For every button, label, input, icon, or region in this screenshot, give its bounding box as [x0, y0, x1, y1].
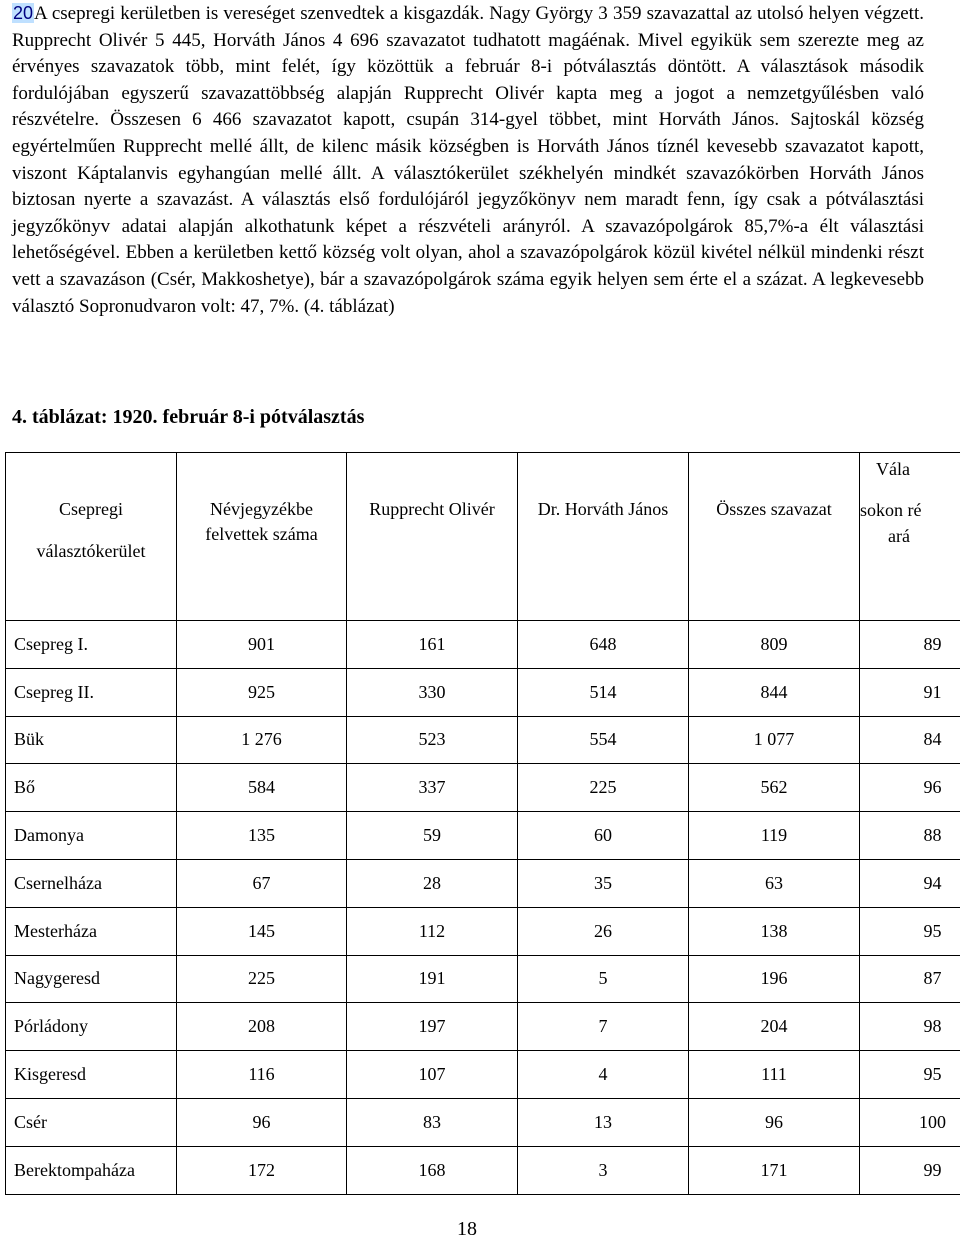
cell-rupprecht: 107: [347, 1051, 518, 1099]
cell-turnout: 95: [860, 1051, 960, 1099]
cell-horvath: 13: [518, 1098, 689, 1146]
table-row: [6, 859, 960, 907]
cell-rupprecht: 83: [347, 1098, 518, 1146]
table-container: [0, 452, 960, 1204]
cell-total: 844: [689, 668, 860, 716]
table-row: [6, 668, 960, 716]
cell-turnout: 94: [860, 859, 960, 907]
cell-horvath: 3: [518, 1146, 689, 1194]
cell-horvath: 5: [518, 955, 689, 1003]
cell-turnout: 96: [860, 764, 960, 812]
cell-name: Berektompaháza: [6, 1146, 177, 1194]
header-registered: [177, 453, 347, 621]
table-row: [6, 812, 960, 860]
cell-total: 138: [689, 907, 860, 955]
cell-horvath: 7: [518, 1003, 689, 1051]
header-turnout-line1: Vála: [860, 459, 960, 480]
cell-turnout: 84: [860, 716, 960, 764]
cell-rupprecht: 161: [347, 621, 518, 669]
cell-registered: 925: [177, 668, 347, 716]
cell-horvath: 554: [518, 716, 689, 764]
cell-name: Bő: [6, 764, 177, 812]
header-turnout: [860, 453, 960, 621]
cell-total: 96: [689, 1098, 860, 1146]
table-caption: 4. táblázat: 1920. február 8-i pótválasztás: [12, 406, 364, 429]
paragraph-text: A csepregi kerületben is vereséget szenvedtek a kisgazdák. Nagy György 3 359 szavazattal az utolsó helyen végzett. Rupprecht Olivér 5 445, Horváth János 4 696 szavazatot tudhatott magáénak. Mivel egyikük sem szerezte meg az érvényes szavazatok több, mint felét, így közöttük a február 8-i pótválasztás döntött. A választások második fordulójában egyszerű szavazattöbbség alapján Rupprecht Olivér kapta meg a jogot a nemzetgyűlésben való részvételre. Összesen 6 466 szavazatot kapott, csupán 314-gyel többet, mint Horváth János. Sajtoskál község egyértelműen Rupprecht mellé állt, de kilenc másik községben is Horváth János tíznél kevesebb szavazatot kapott, viszont Káptalanvis egyhangúan mellé állt. A választókerület székhelyén mindkét szavazókörben Horváth János biztosan nyerte a szavazást. A választás első fordulójáról jegyzőkönyv nem maradt fenn, így csak a pótválasztási jegyzőkönyv adatai alapján alkothatunk képet a részvételi arányról. A szavazópolgárok 85,7%-a élt választási lehetőségével. Ebben a kerületben kettő község volt olyan, ahol a szavazópolgárok közül kivétel nélkül mindenki részt vett a szavazáson (Csér, Makkoshetye), bár a szavazópolgárok száma egyik helyen sem érte el a százat. A legkevesebb választó Sopronudvaron volt: 47, 7%. (4. táblázat): [12, 3, 924, 317]
cell-rupprecht: 28: [347, 859, 518, 907]
cell-registered: 584: [177, 764, 347, 812]
cell-rupprecht: 191: [347, 955, 518, 1003]
body-paragraph: [12, 0, 924, 320]
table-row: [6, 716, 960, 764]
header-total: [689, 453, 860, 621]
cell-turnout: 95: [860, 907, 960, 955]
cell-name: Bük: [6, 716, 177, 764]
cell-registered: 172: [177, 1146, 347, 1194]
cell-name: Csepreg I.: [6, 621, 177, 669]
cell-registered: 208: [177, 1003, 347, 1051]
page-marker: 20: [12, 3, 34, 23]
cell-rupprecht: 337: [347, 764, 518, 812]
cell-total: 119: [689, 812, 860, 860]
cell-registered: 225: [177, 955, 347, 1003]
cell-rupprecht: 197: [347, 1003, 518, 1051]
cell-turnout: 91: [860, 668, 960, 716]
header-district: [6, 453, 177, 621]
cell-total: 171: [689, 1146, 860, 1194]
header-horvath: [518, 453, 689, 621]
table-row: [6, 1146, 960, 1194]
cell-name: Damonya: [6, 812, 177, 860]
table-row: [6, 1051, 960, 1099]
cell-total: 63: [689, 859, 860, 907]
header-rupprecht-label: Rupprecht Olivér: [347, 499, 517, 520]
table-row: [6, 1098, 960, 1146]
cell-name: Pórládony: [6, 1003, 177, 1051]
cell-total: 196: [689, 955, 860, 1003]
cell-horvath: 225: [518, 764, 689, 812]
cell-horvath: 60: [518, 812, 689, 860]
cell-rupprecht: 330: [347, 668, 518, 716]
cell-registered: 96: [177, 1098, 347, 1146]
cell-name: Csér: [6, 1098, 177, 1146]
cell-total: 111: [689, 1051, 860, 1099]
cell-name: Mesterháza: [6, 907, 177, 955]
header-turnout-line2: sokon ré: [860, 500, 960, 521]
header-registered-line1: Névjegyzékbe: [177, 499, 346, 520]
cell-total: 204: [689, 1003, 860, 1051]
header-district-line2: választókerület: [6, 541, 176, 562]
header-registered-line2: felvettek száma: [177, 524, 346, 545]
cell-rupprecht: 523: [347, 716, 518, 764]
header-turnout-line3: ará: [860, 526, 960, 547]
cell-registered: 1 276: [177, 716, 347, 764]
cell-registered: 145: [177, 907, 347, 955]
cell-registered: 116: [177, 1051, 347, 1099]
table-row: [6, 621, 960, 669]
cell-total: 1 077: [689, 716, 860, 764]
cell-horvath: 4: [518, 1051, 689, 1099]
cell-horvath: 648: [518, 621, 689, 669]
cell-rupprecht: 168: [347, 1146, 518, 1194]
cell-turnout: 87: [860, 955, 960, 1003]
cell-name: Csepreg II.: [6, 668, 177, 716]
cell-rupprecht: 112: [347, 907, 518, 955]
cell-rupprecht: 59: [347, 812, 518, 860]
cell-turnout: 100: [860, 1098, 960, 1146]
cell-name: Csernelháza: [6, 859, 177, 907]
header-rupprecht: [347, 453, 518, 621]
results-table: [5, 452, 960, 1195]
cell-turnout: 99: [860, 1146, 960, 1194]
cell-horvath: 35: [518, 859, 689, 907]
cell-name: Kisgeresd: [6, 1051, 177, 1099]
header-district-line1: Csepregi: [6, 499, 176, 520]
table-row: [6, 764, 960, 812]
header-total-label: Összes szavazat: [689, 499, 859, 520]
cell-name: Nagygeresd: [6, 955, 177, 1003]
cell-turnout: 89: [860, 621, 960, 669]
table-row: [6, 955, 960, 1003]
cell-registered: 135: [177, 812, 347, 860]
cell-total: 562: [689, 764, 860, 812]
page-number: 18: [0, 1218, 934, 1241]
cell-turnout: 88: [860, 812, 960, 860]
table-header-row: [6, 453, 960, 621]
cell-horvath: 514: [518, 668, 689, 716]
header-horvath-label: Dr. Horváth János: [518, 499, 688, 520]
cell-total: 809: [689, 621, 860, 669]
cell-horvath: 26: [518, 907, 689, 955]
table-row: [6, 1003, 960, 1051]
cell-turnout: 98: [860, 1003, 960, 1051]
cell-registered: 67: [177, 859, 347, 907]
table-row: [6, 907, 960, 955]
cell-registered: 901: [177, 621, 347, 669]
